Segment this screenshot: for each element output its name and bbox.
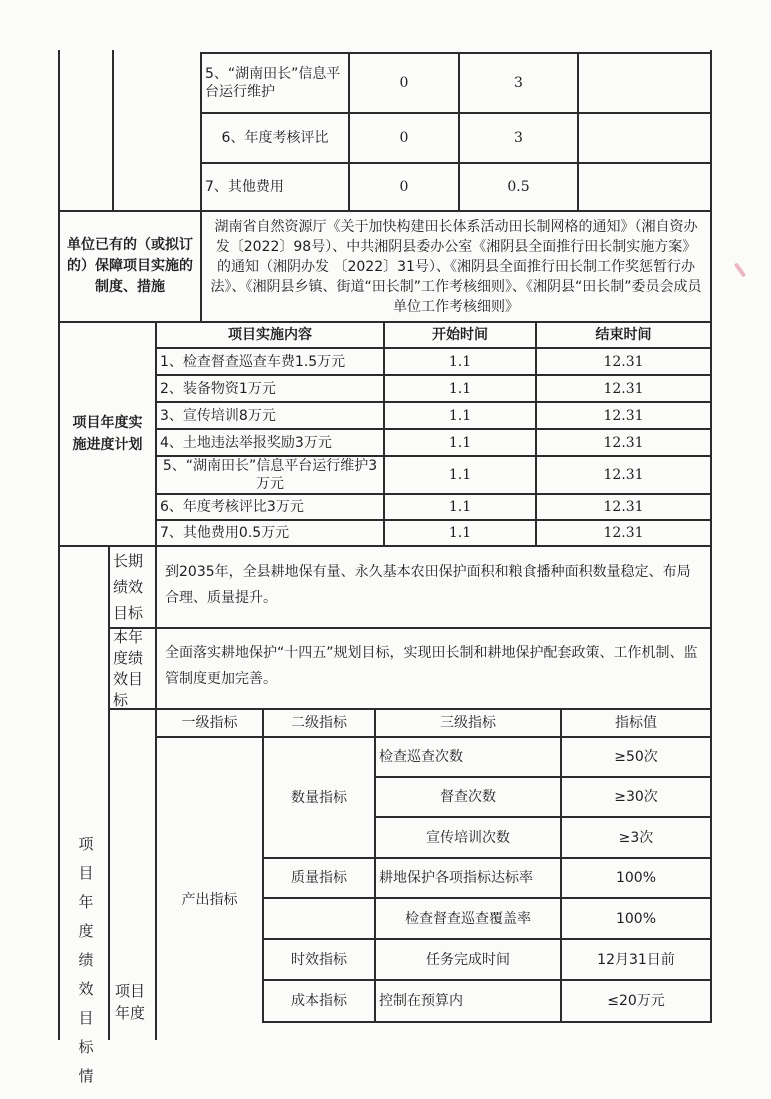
schedule-end: 12.31 [603, 467, 644, 483]
schedule-header-content: 项目实施内容 [228, 327, 312, 343]
indicator-level1-output: 产出指标 [181, 892, 238, 908]
project-annual-label: 项目年度 [115, 982, 146, 1022]
scan-mark [734, 262, 746, 277]
budget-value-c [579, 114, 710, 162]
indicator-value: 100% [615, 870, 657, 886]
long-term-label: 长期绩效目标 [113, 552, 144, 622]
schedule-end: 12.31 [603, 525, 644, 541]
schedule-start: 1.1 [448, 525, 472, 541]
budget-value-b: 3 [514, 75, 523, 91]
indicator-value: ≥50次 [614, 749, 658, 765]
schedule-content: 3、宣传培训8万元 [160, 407, 276, 424]
budget-item: 7、其他费用 [205, 179, 284, 195]
budget-value-b: 0.5 [507, 179, 530, 195]
schedule-content: 4、土地违法举报奖励3万元 [160, 434, 332, 451]
indicator-level3: 任务完成时间 [426, 951, 510, 968]
policy-label: 单位已有的（或拟订的）保障项目实施的制度、措施 [67, 237, 193, 295]
indicator-level2-cost: 成本指标 [291, 993, 347, 1009]
schedule-start: 1.1 [448, 380, 472, 397]
indicator-level3: 督查次数 [440, 789, 496, 805]
indicator-level3: 检查巡查次数 [379, 749, 463, 765]
schedule-content: 5、“湖南田长”信息平台运行维护3万元 [162, 458, 378, 492]
long-term-text: 到2035年，全县耕地保有量、永久基本农田保护面积和粮食播种面积数量稳定、布局合理、质量提升。 [165, 564, 691, 606]
schedule-start: 1.1 [448, 434, 472, 451]
indicator-header-level2: 二级指标 [291, 715, 347, 731]
budget-value-c [579, 54, 710, 112]
schedule-header-start: 开始时间 [432, 327, 488, 343]
indicator-value: 12月31日前 [597, 951, 675, 968]
schedule-end: 12.31 [603, 353, 644, 370]
indicator-value: 100% [615, 910, 657, 927]
schedule-start: 1.1 [448, 467, 472, 483]
indicator-level2-quantity: 数量指标 [291, 789, 347, 806]
annual-goal-label: 本年度绩效目标 [113, 627, 144, 709]
indicator-level3: 耕地保护各项指标达标率 [379, 870, 533, 886]
indicator-level3: 宣传培训次数 [426, 829, 510, 846]
schedule-content: 1、检查督查巡查车费1.5万元 [160, 353, 346, 370]
budget-value-a: 0 [399, 75, 409, 91]
budget-item: 6、年度考核评比 [221, 130, 329, 146]
schedule-start: 1.1 [448, 499, 472, 515]
schedule-end: 12.31 [603, 434, 644, 451]
indicator-value: ≥30次 [614, 789, 658, 805]
schedule-end: 12.31 [603, 407, 644, 424]
indicator-level2-timeliness: 时效指标 [291, 951, 347, 968]
schedule-content: 7、其他费用0.5万元 [160, 525, 290, 541]
budget-value-a: 0 [399, 130, 409, 146]
annual-goal-text: 全面落实耕地保护“十四五”规划目标，实现田长制和耕地保护配套政策、工作机制、监管制度更加完善。 [165, 644, 698, 687]
budget-value-a: 0 [399, 179, 409, 195]
indicator-header-value: 指标值 [615, 715, 657, 731]
schedule-start: 1.1 [448, 353, 472, 370]
schedule-end: 12.31 [603, 380, 644, 397]
performance-section-label: 项目年度绩效目标情 [78, 835, 94, 1085]
schedule-end: 12.31 [603, 499, 644, 515]
indicator-level3: 检查督查巡查覆盖率 [405, 910, 531, 927]
policy-text: 湖南省自然资源厅《关于加快构建田长体系活动田长制网格的通知》（湘自资办发〔2022〕98号）、中共湘阴县委办公室《湘阴县全面推行田长制实施方案》的通知（湘阴办发 〔2022〕31号）、《湘阴县全面推行田长制工作奖惩暂行办法》、《湘阴县乡镇、街道“田长制”工作考核细则》、《湘阴县“田长制”委员会成员单位工作考核细则》 [210, 218, 702, 315]
indicator-header-level3: 三级指标 [440, 715, 496, 731]
schedule-start: 1.1 [448, 407, 472, 424]
schedule-content: 2、装备物资1万元 [160, 380, 276, 397]
indicator-level3: 控制在预算内 [379, 993, 463, 1009]
indicator-value: ≤20万元 [607, 993, 665, 1009]
budget-item: 5、“湖南田长”信息平台运行维护 [205, 66, 341, 100]
budget-value-c [579, 164, 710, 210]
schedule-content: 6、年度考核评比3万元 [160, 499, 304, 515]
schedule-label: 项目年度实施进度计划 [72, 415, 143, 453]
indicator-level2-quality: 质量指标 [291, 870, 347, 886]
indicator-value: ≥3次 [618, 829, 654, 846]
schedule-header-end: 结束时间 [595, 327, 652, 343]
budget-value-b: 3 [514, 130, 523, 146]
indicator-header-level1: 一级指标 [181, 715, 238, 731]
